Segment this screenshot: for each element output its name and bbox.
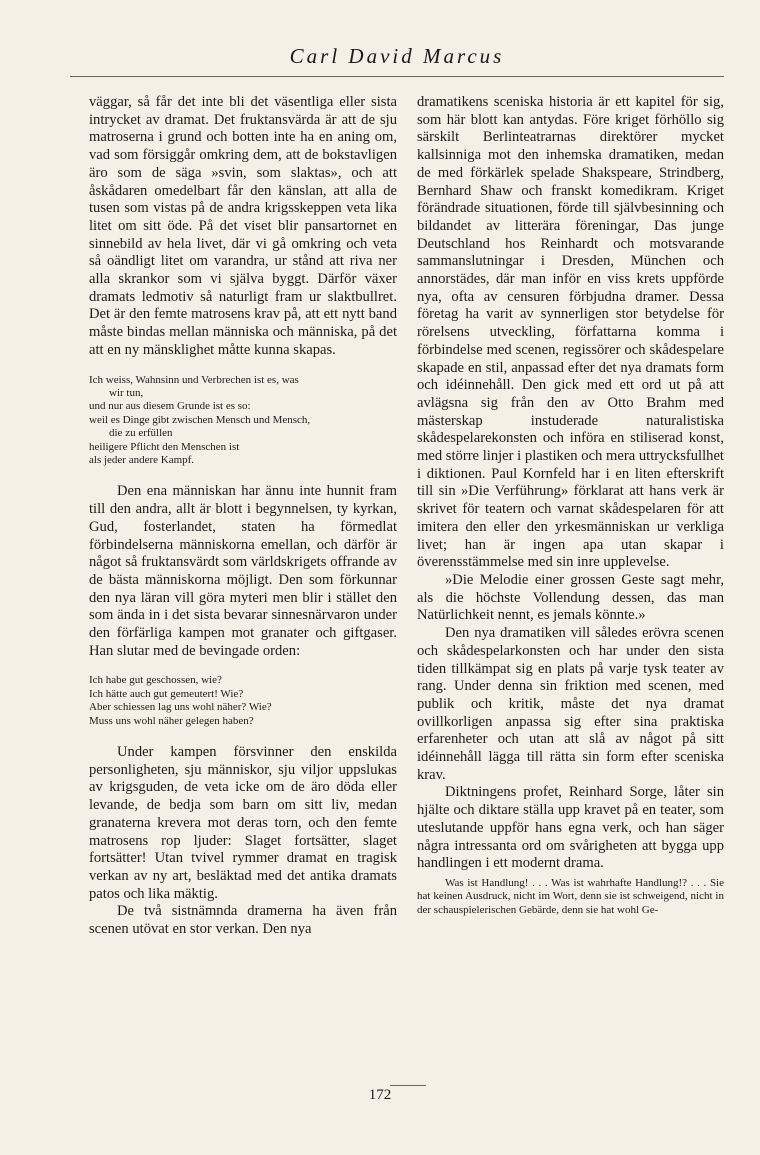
running-header: Carl David Marcus [289, 44, 505, 68]
page-number: 172 [368, 1087, 392, 1103]
header-rule [70, 76, 724, 77]
left-paragraph-3: Under kampen försvinner den enskilda personligheten, sju människor, sju viljor uppslukas av krigsguden, de veta icke om de äro döda eller levande, de bedja som barn om sitt liv, medan granaterna krevera mot deras torn, och den femte matrosens rop ljuder: Slaget fortsätter, slaget fortsätter! Utan tvivel rymmer dramat en tragisk verkan av ny art, besläktad med det antika dramats patos och lika mäktig. [89, 744, 397, 902]
quote-line: heiligere Pflicht den Menschen ist [89, 440, 240, 453]
quote-line: Muss uns wohl näher gelegen haben? [89, 714, 254, 727]
left-column [89, 94, 397, 939]
quote-line: weil es Dinge gibt zwischen Mensch und Mensch, [89, 413, 311, 426]
left-quote-1 [89, 374, 397, 468]
left-paragraph-1: väggar, så får det inte bli det väsentliga eller sista intrycket av dramat. Det fruktansvärda är att de sju matroserna i grund och botten inte ha en aning om, vad som försiggår omkring dem, att de bokstavligen äro som de säga »svin, som slaktas», och att åskådaren omedelbart får den känslan, att alla de tusen som vistas på de andra krigsskeppen veta lika litet om sitt öde. På det viset blir pansartornet en sinnebild av hela livet, där vi gå omkring och veta så oändligt litet om varandra, ur stånd att riva ner alla skrankor som vi själva byggt. Därför växer dramats ledmotiv så naturligt fram ur slaktbullret. Det är den femte matrosens krav på, att ett nytt band måste bindas mellan människa och människa, på det att en ny mänsklighet måtte kunna skapas. [89, 94, 397, 358]
right-paragraph-1: dramatikens sceniska historia är ett kapitel för sig, som här blott kan antydas. Före kriget förhöllo sig särskilt Berlinteatrarnas direktörer mycket kallsinniga mot den inhemska dramatiken, medan de med förkärlek spelade Shakspeare, Strindberg, Bernhard Shaw och franskt komedikram. Kriget förändrade situationen, förde till självbesinning och bildandet av litterära föreningar, Das junge Deutschland hos Reinhardt och motsvarande sammanslutningar i Dresden, München och annorstädes, där man inför en viss krets uppförde nya, ofta av censuren förbjudna dramer. Dessa företag ha varit av synnerligen stor betydelse för rörelsens utveckling, författarna komma i förbindelse med scenen, regissörer och skådespelare skapade en stil, anpassad efter det nya dramats form och idéinnehåll. Den gick med ett ord ut på att avlägsna sig från den av Otto Brahm med mästerskap instuderade naturalistiska skådespelarekonsten och införa en stiliserad konst, med större linjer i plastiken och mera uttrycksfullhet i diktionen. Paul Kornfeld har i en liten efterskrift till sin »Die Verführung» förklarat att hans verk är skrivet för teatern och varnat skådespelaren för att imitera den eller den yrkesmänniskan ur verkliga livet; han är ingen apa utan skapar i överensstämmelse med sin inre upplevelse. [417, 94, 724, 571]
left-quote-2 [89, 674, 397, 728]
quote-line: und nur aus diesem Grunde ist es so: [89, 400, 251, 413]
quote-line: Ich weiss, Wahnsinn und Verbrechen ist es, was [89, 373, 299, 386]
quote-line: Ich hätte auch gut gemeutert! Wie? [89, 687, 244, 700]
quote-line: die zu erfüllen [109, 427, 173, 440]
quote-line: wir tun, [109, 386, 144, 399]
right-column [417, 94, 724, 917]
quote-line: als jeder andere Kampf. [89, 453, 195, 466]
right-quote-1: Was ist Handlung! . . . Was ist wahrhafte Handlung!? . . . Sie hat keinen Ausdruck, nicht im Wort, denn sie ist schweigend, nicht in der schauspielerischen Gebärde, denn sie hat wohl Ge- [417, 876, 724, 916]
quote-line: Ich habe gut geschossen, wie? [89, 674, 222, 687]
left-paragraph-4: De två sistnämnda dramerna ha även från scenen utövat en stor verkan. Den nya [89, 903, 397, 938]
footer-rule [390, 1085, 426, 1086]
right-paragraph-3: Den nya dramatiken vill således erövra scenen och skådespelarkonsten och har under den sista tiden tillkämpat sig en plats på varje tysk teater av rang. Under denna sin friktion med scenen, med publik och kritik, måste det nya dramat ovillkorligen anpassa sig efter sina praktiska erfarenheter och utan att slå av något på sitt idéinnehåll lägga till rätta sin form efter sceniska krav. [417, 625, 724, 783]
right-paragraph-4: Diktningens profet, Reinhard Sorge, låter sin hjälte och diktare ställa upp kravet på en teater, som uteslutande uppför hans egna verk, och han säger några intressanta ord om svårigheten att bygga upp handlingen i ett modernt drama. [417, 784, 724, 872]
left-paragraph-2: Den ena människan har ännu inte hunnit fram till den andra, allt är blott i begynnelsen, ty kyrkan, Gud, fosterlandet, staten ha förmedlat förbindelserna människorna emellan, och därför är något så fruktansvärdt som världskrigets offrande av de bästa människorna möjligt. Den som förkunnar den nya läran vill göra myteri men blir i stället den som ända in i det sista bevarar sinnesnärvaron under den förfärliga kampen mot granater och giftgaser. Han slutar med de bevingade orden: [89, 483, 397, 659]
right-paragraph-2: »Die Melodie einer grossen Geste sagt mehr, als die höchste Vollendung dessen, das man Natürlichkeit nennt, es jemals könnte.» [417, 571, 724, 624]
quote-line: Aber schiessen lag uns wohl näher? Wie? [89, 701, 272, 714]
